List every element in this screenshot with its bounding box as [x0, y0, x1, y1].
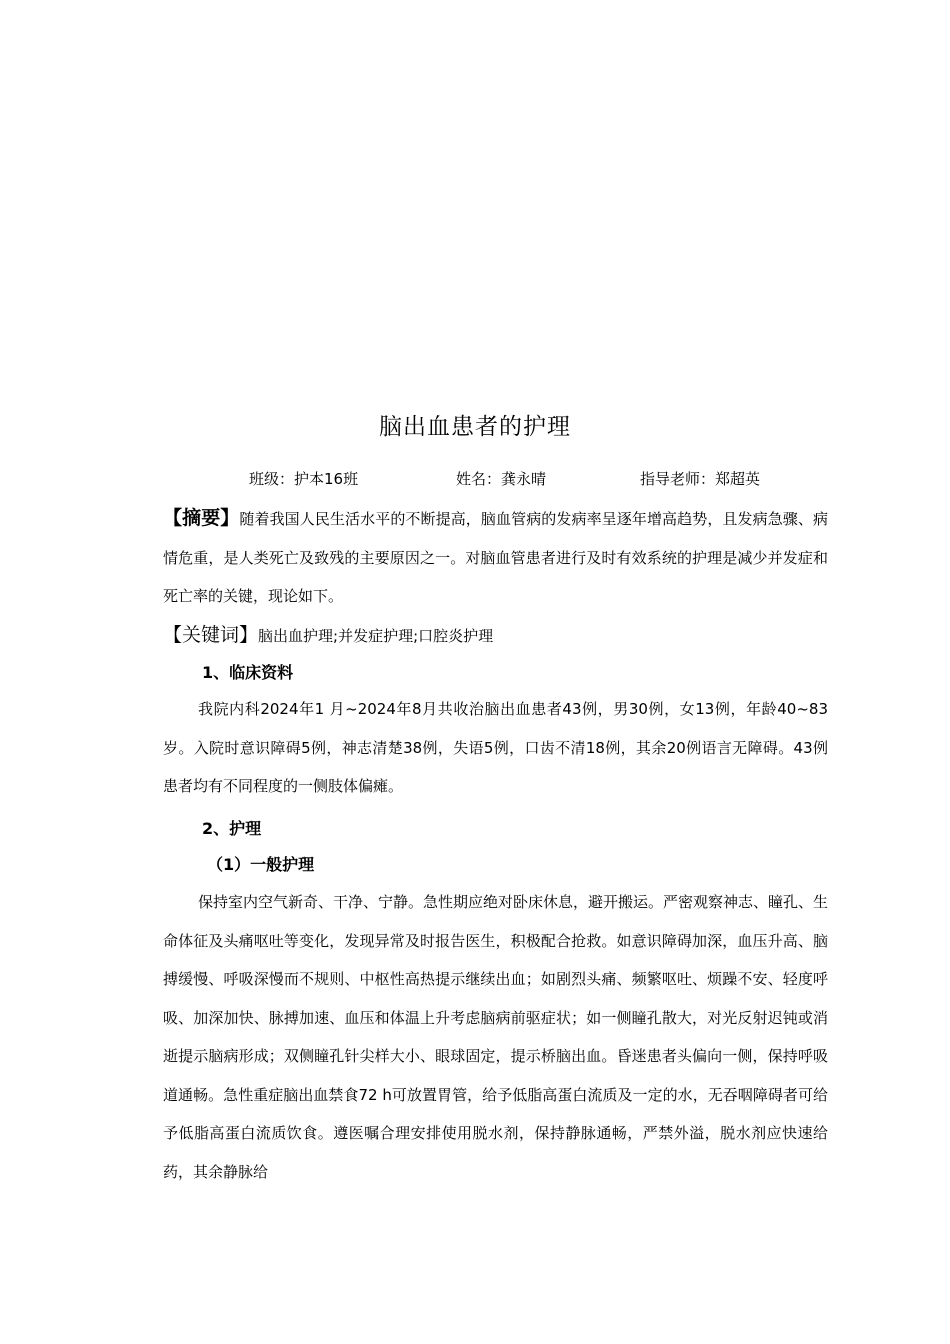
abstract-text: 随着我国人民生活水平的不断提高，脑血管病的发病率呈逐年增高趋势，且发病急骤、病情危重，是人类死亡及致残的主要原因之一。对脑血管患者进行及时有效系统的护理是减少并发症和死亡率的关键，现论如下。 — [163, 510, 828, 605]
abstract-label: 【摘要】 — [163, 507, 240, 529]
general-nursing-paragraph: 保持室内空气新奇、干净、宁静。急性期应绝对卧床休息，避开搬运。严密观察神志、瞳孔、生命体征及头痛呕吐等变化，发现异常及时报告医生，积极配合抢救。如意识障碍加深，血压升高、脑搏缓慢、呼吸深慢而不规则、中枢性高热提示继续出血；如剧烈头痛、频繁呕吐、烦躁不安、轻度呼吸、加深加快、脉搏加速、血压和体温上升考虑脑病前驱症状；如一侧瞳孔散大，对光反射迟钝或消逝提示脑病形成；双侧瞳孔针尖样大小、眼球固定，提示桥脑出血。昏迷患者头偏向一侧，保持呼吸道通畅。急性重症脑出血禁食72 h可放置胃管，给予低脂高蛋白流质及一定的水，无吞咽障碍者可给予低脂高蛋白流质饮食。遵医嘱合理安排使用脱水剂，保持静脉通畅，严禁外溢，脱水剂应快速给药，其余静脉给 — [163, 893, 829, 1181]
keywords-line — [163, 620, 493, 651]
section-heading-nursing: 2、护理 — [202, 819, 262, 838]
keywords-label: 【关键词】 — [163, 624, 259, 646]
meta-teacher: 指导老师：郑超英 — [640, 470, 761, 488]
section-heading-clinical: 1、临床资料 — [202, 663, 294, 682]
paper-title: 脑出血患者的护理 — [379, 414, 571, 440]
keywords-text: 脑出血护理;并发症护理;口腔炎护理 — [258, 627, 494, 645]
subsection-heading-general: （1）一般护理 — [207, 855, 315, 874]
meta-author-name: 姓名：龚永晴 — [456, 470, 547, 488]
abstract-paragraph — [163, 499, 828, 616]
clinical-paragraph: 我院内科2024年1 月~2024年8月共收治脑出血患者43例，男30例，女13例，年龄40~83岁。入院时意识障碍5例，神志清楚38例，失语5例，口齿不清18例，其余20例语言无障碍。43例患者均有不同程度的一侧肢体偏瘫。 — [163, 700, 828, 795]
meta-class: 班级：护本16班 — [249, 470, 359, 488]
